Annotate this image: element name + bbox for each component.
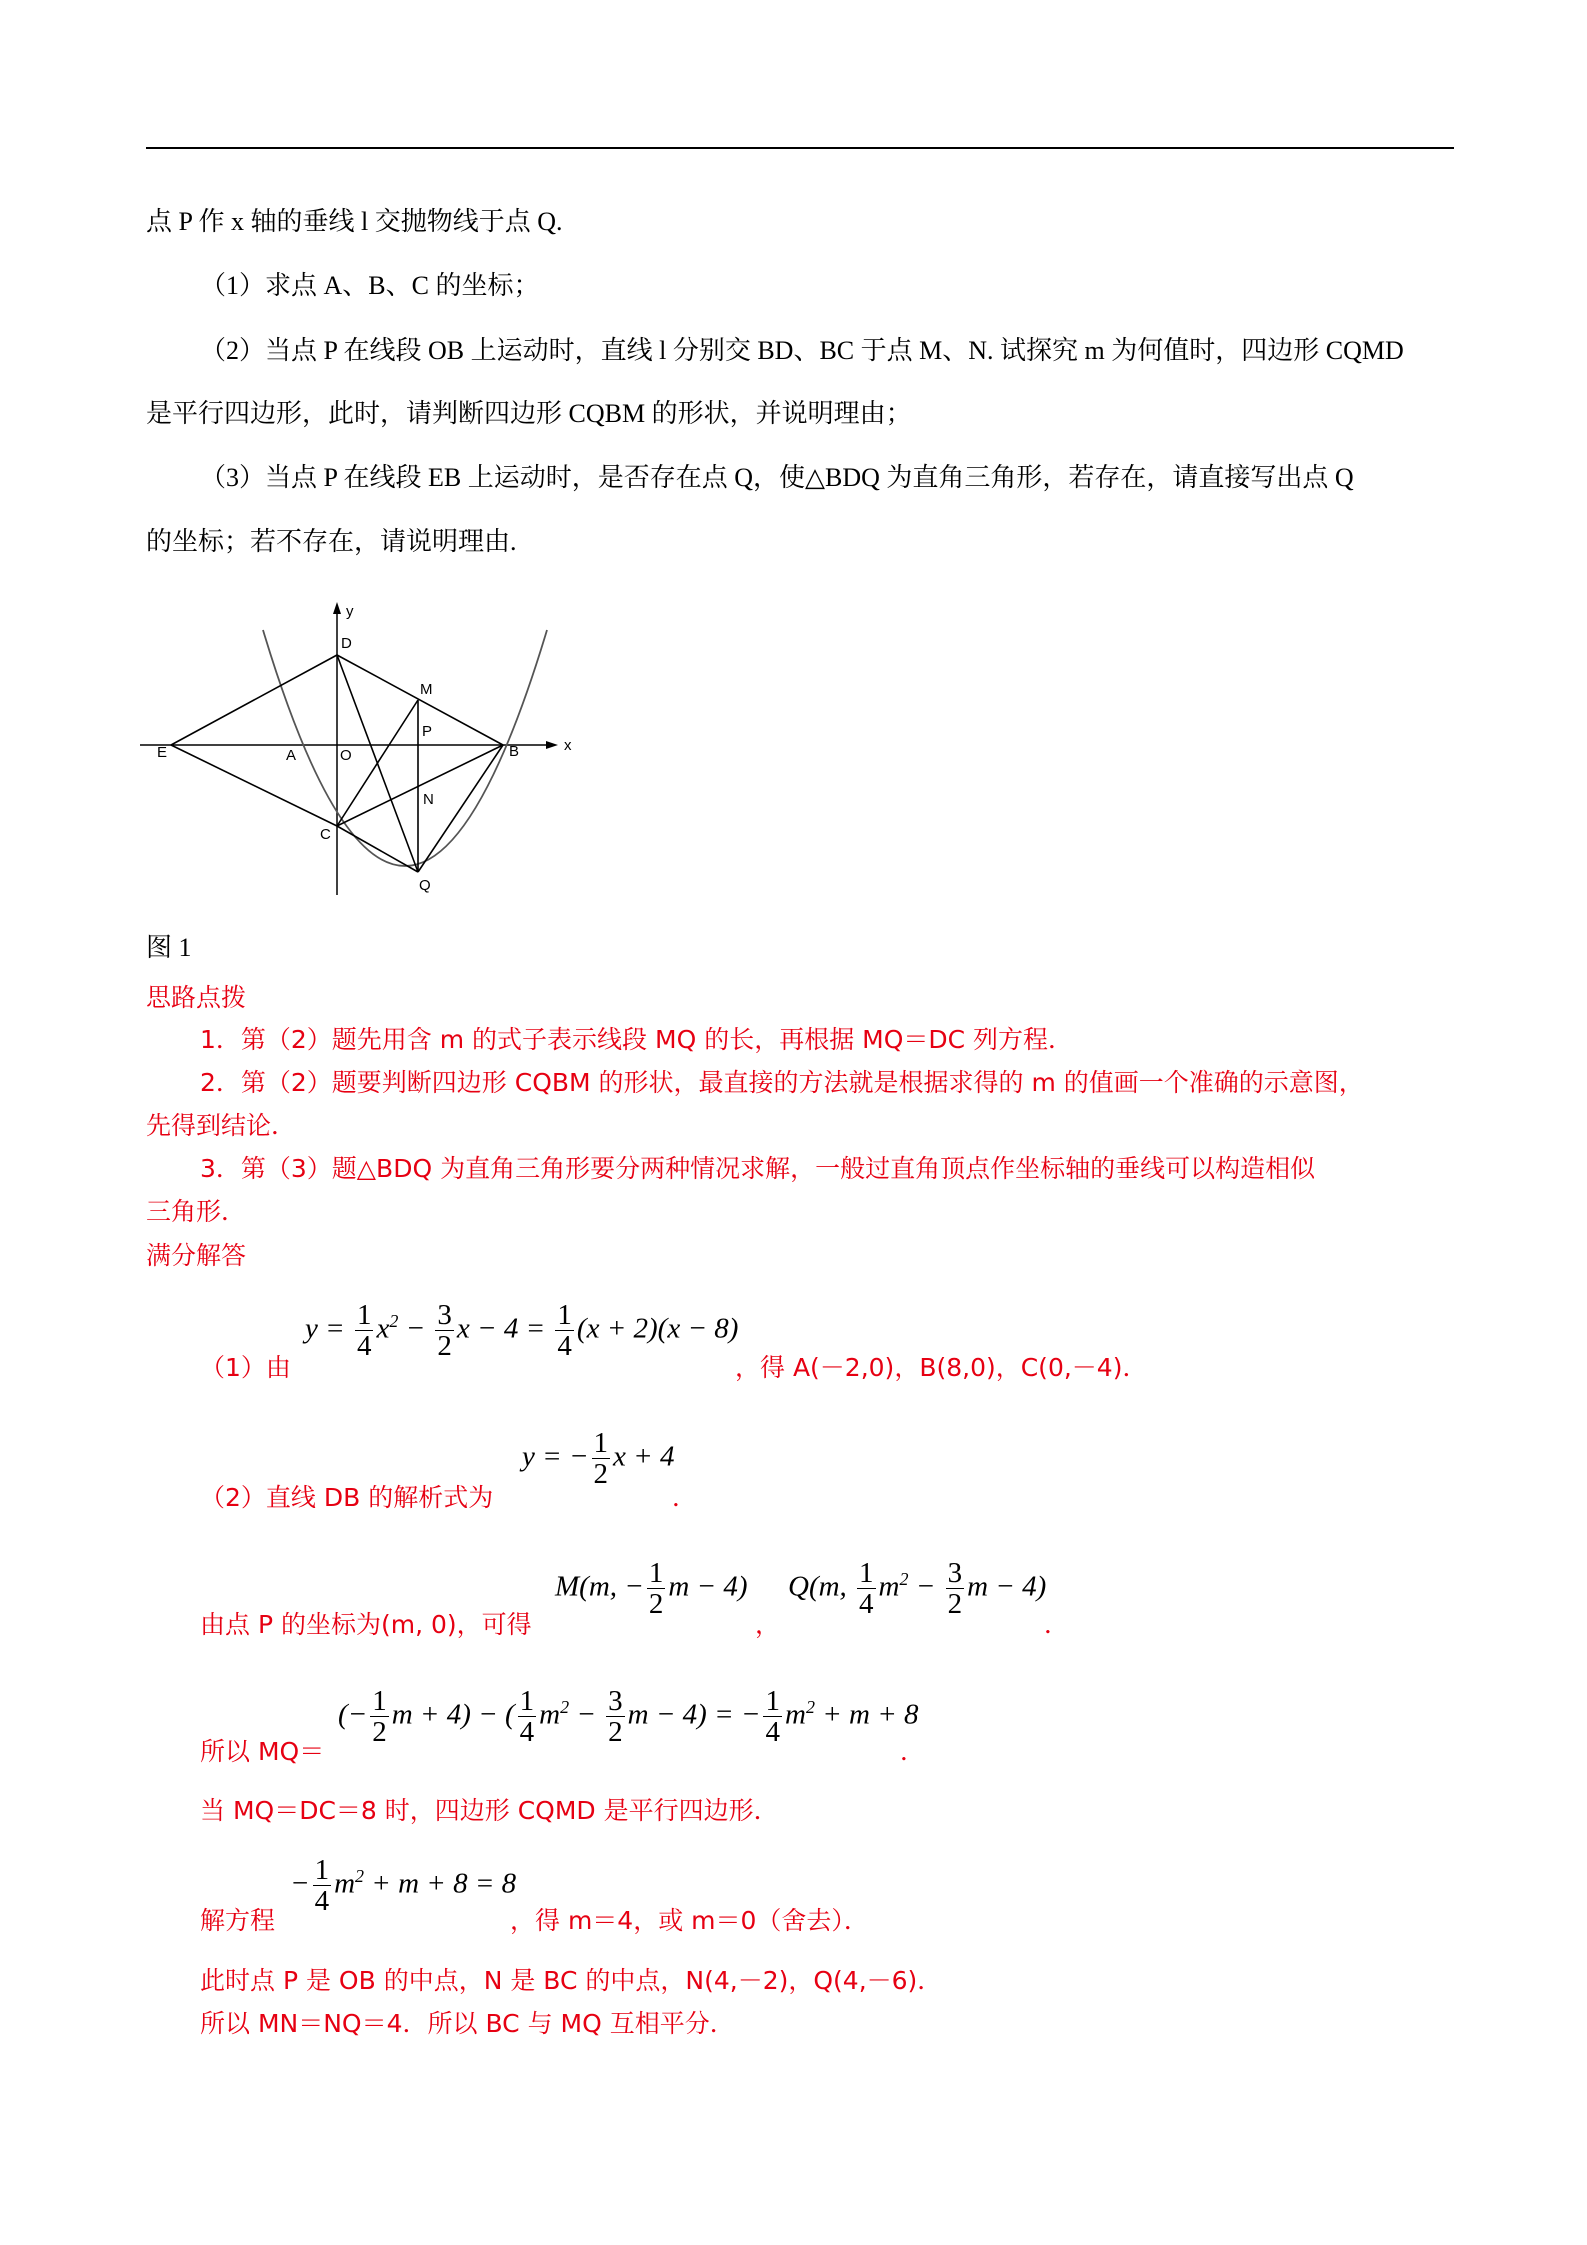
label-D: D — [341, 635, 352, 652]
segment-CB — [337, 745, 503, 826]
solution-8: 所以 MN＝NQ＝4．所以 BC 与 MQ 互相平分． — [200, 2009, 735, 2038]
solution-1-suffix: ，得 A(－2,0)，B(8,0)，C(0,－4)． — [735, 1353, 1148, 1382]
segment-CQ — [337, 826, 418, 872]
solution-1-equation: y = $\frac{1}{4}$ $x^2$ − $\frac{3}{2}$ x − 4 = $\frac{1}{4}$ (x + 2)(x − 8) — [305, 1299, 739, 1363]
solution-title: 满分解答 — [146, 1241, 247, 1270]
problem-line-1: 点 P 作 x 轴的垂线 l 交抛物线于点 Q. — [146, 207, 563, 236]
hint-1: 1．第（2）题先用含 m 的式子表示线段 MQ 的长，再根据 MQ＝DC 列方程． — [200, 1025, 1074, 1054]
label-E: E — [157, 744, 168, 761]
solution-2-prefix: （2）直线 DB 的解析式为 — [200, 1483, 494, 1512]
label-B: B — [509, 743, 520, 760]
hint-2-line-1: 2．第（2）题要判断四边形 CQBM 的形状，最直接的方法就是根据求得的 m 的值画一个准确的示意图， — [200, 1068, 1364, 1097]
parabola-curve — [263, 630, 547, 866]
solution-2-suffix: ． — [672, 1483, 698, 1512]
label-Q: Q — [419, 877, 431, 894]
solution-3-point-M: M(m, − $\frac{1}{2}$ m − 4) — [555, 1557, 748, 1621]
hints-title: 思路点拨 — [146, 983, 247, 1012]
solution-5: 当 MQ＝DC＝8 时，四边形 CQMD 是平行四边形． — [200, 1796, 779, 1825]
label-A: A — [286, 747, 297, 764]
solution-6-equation: − $\frac{1}{4}$ $m^2 + m + 8 = 8$ — [290, 1854, 517, 1918]
label-P: P — [422, 723, 433, 740]
label-O: O — [340, 747, 352, 764]
label-M: M — [420, 681, 433, 698]
figure-caption: 图 1 — [146, 933, 192, 962]
question-2-line-2: 是平行四边形，此时，请判断四边形 CQBM 的形状，并说明理由； — [146, 399, 912, 428]
parabola-figure — [140, 590, 580, 900]
y-axis-arrow — [333, 602, 341, 614]
x-axis-arrow — [546, 741, 558, 749]
hint-3-line-2: 三角形． — [146, 1197, 247, 1226]
segment-DB — [337, 655, 503, 745]
question-1: （1）求点 A、B、C 的坐标； — [200, 271, 540, 300]
solution-6-suffix: ，得 m＝4，或 m＝0（舍去）． — [510, 1906, 869, 1935]
solution-3-prefix: 由点 P 的坐标为(m, 0)，可得 — [200, 1610, 532, 1639]
hint-3-line-1: 3．第（3）题△BDQ 为直角三角形要分两种情况求解，一般过直角顶点作坐标轴的垂线可以构造相似 — [200, 1154, 1316, 1183]
solution-4-suffix: ． — [900, 1737, 926, 1766]
solution-3-comma: ， — [755, 1610, 781, 1639]
question-3-line-2: 的坐标；若不存在，请说明理由. — [146, 527, 517, 556]
solution-4-equation: (− $\frac{1}{2}$ m + 4) − ( $\frac{1}{4}$ $m^2$ − $\frac{3}{2}$ m − 4) = − $\frac{1}{4}$ $m^2 + m + 8$ — [338, 1685, 919, 1749]
label-y: y — [346, 603, 354, 620]
question-3-line-1: （3）当点 P 在线段 EB 上运动时，是否存在点 Q，使△BDQ 为直角三角形，若存在，请直接写出点 Q — [200, 463, 1354, 492]
solution-3-suffix: ． — [1044, 1610, 1070, 1639]
segment-EC — [171, 745, 337, 826]
hint-2-line-2: 先得到结论． — [146, 1111, 297, 1140]
solution-2-equation: y = − $\frac{1}{2}$ x + 4 — [522, 1427, 675, 1491]
solution-1-prefix: （1）由 — [200, 1353, 291, 1382]
solution-7: 此时点 P 是 OB 的中点，N 是 BC 的中点，N(4,－2)，Q(4,－6)． — [200, 1966, 943, 1995]
label-N: N — [423, 791, 434, 808]
label-C: C — [320, 826, 331, 843]
solution-4-prefix: 所以 MQ＝ — [200, 1737, 325, 1766]
segment-BQ — [418, 745, 503, 872]
solution-3-point-Q: Q(m, $\frac{1}{4}$ $m^2$ − $\frac{3}{2}$ m − 4) — [788, 1557, 1047, 1621]
question-2-line-1: （2）当点 P 在线段 OB 上运动时，直线 l 分别交 BD、BC 于点 M、N. 试探究 m 为何值时，四边形 CQMD — [200, 336, 1404, 365]
segment-DE — [171, 655, 337, 745]
label-x: x — [564, 737, 572, 754]
header-rule — [146, 147, 1454, 149]
solution-6-prefix: 解方程 — [200, 1906, 276, 1935]
